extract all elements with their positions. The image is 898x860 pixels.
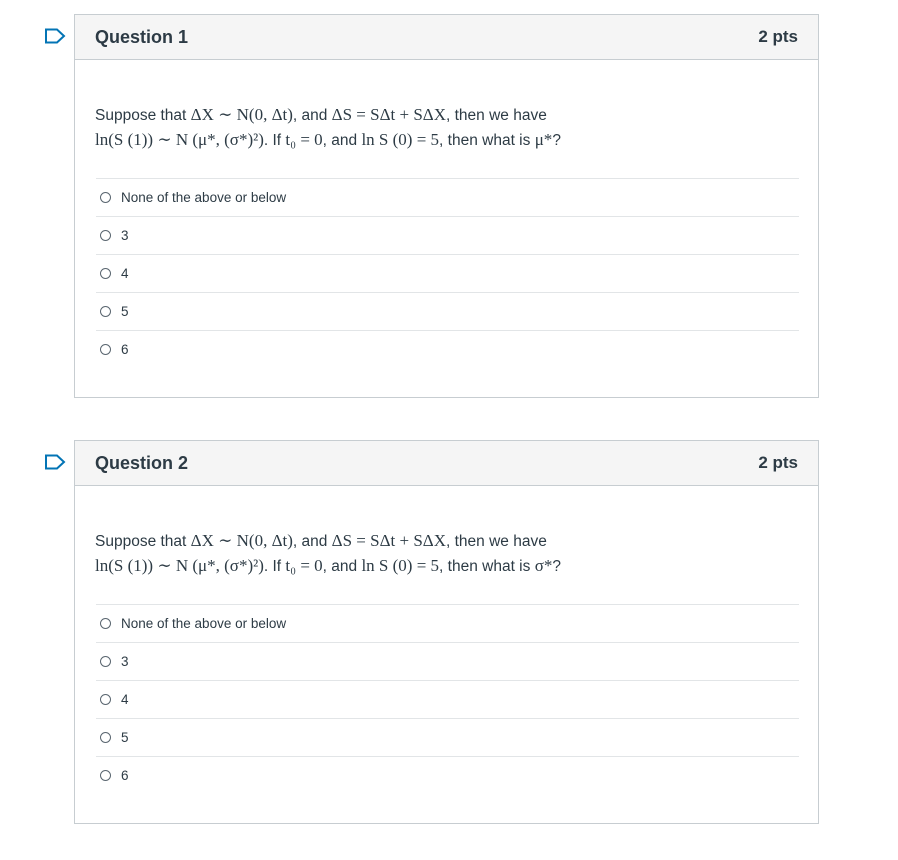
- question-1-header: [75, 15, 818, 60]
- math-expression: t₀ = 0: [285, 130, 323, 149]
- radio-button[interactable]: [100, 732, 111, 743]
- answer-label: 6: [121, 768, 129, 783]
- radio-button[interactable]: [100, 344, 111, 355]
- math-expression: ln S (0) = 5: [361, 130, 440, 149]
- math-expression: ln S (0) = 5: [361, 556, 440, 575]
- answer-option[interactable]: [96, 719, 799, 757]
- math-expression: σ*: [534, 556, 553, 575]
- question-text-line-2: ln(S (1)) ∼ N (μ*, (σ*)²). If t₀ = 0, and ln S (0) = 5, then what is σ*?: [95, 556, 561, 575]
- answer-list: [96, 604, 799, 794]
- answer-label: 4: [121, 266, 129, 281]
- answer-label: 5: [121, 304, 129, 319]
- radio-button[interactable]: [100, 306, 111, 317]
- answer-label: None of the above or below: [121, 190, 287, 205]
- math-expression: ΔX ∼ N(0, Δt): [190, 105, 293, 124]
- answer-option[interactable]: [96, 757, 799, 794]
- math-expression: μ*: [534, 130, 553, 149]
- math-expression: t₀ = 0: [285, 556, 323, 575]
- answer-label: 6: [121, 342, 129, 357]
- radio-button[interactable]: [100, 656, 111, 667]
- math-expression: ΔS = SΔt + SΔX: [331, 531, 447, 550]
- answer-option[interactable]: [96, 293, 799, 331]
- question-text-line-2: ln(S (1)) ∼ N (μ*, (σ*)²). If t₀ = 0, and ln S (0) = 5, then what is μ*?: [95, 130, 561, 149]
- question-title: Question 2: [95, 452, 189, 473]
- flag-question-1-icon[interactable]: [44, 28, 66, 44]
- answer-label: 5: [121, 730, 129, 745]
- answer-option[interactable]: [96, 605, 799, 643]
- question-1: [74, 14, 819, 398]
- question-2-header: [75, 441, 818, 486]
- answer-option[interactable]: [96, 681, 799, 719]
- answer-option[interactable]: [96, 217, 799, 255]
- question-text: [75, 60, 818, 153]
- radio-button[interactable]: [100, 230, 111, 241]
- question-text-line-1: Suppose that ΔX ∼ N(0, Δt), and ΔS = SΔt + SΔX, then we have: [95, 531, 547, 550]
- radio-button[interactable]: [100, 192, 111, 203]
- question-2: [74, 440, 819, 824]
- question-text: [75, 486, 818, 579]
- math-expression: ΔX ∼ N(0, Δt): [190, 531, 293, 550]
- radio-button[interactable]: [100, 770, 111, 781]
- answer-label: 4: [121, 692, 129, 707]
- answer-option[interactable]: [96, 331, 799, 368]
- answer-option[interactable]: [96, 643, 799, 681]
- answer-label: None of the above or below: [121, 616, 287, 631]
- question-points: 2 pts: [758, 453, 798, 472]
- flag-question-2-icon[interactable]: [44, 454, 66, 470]
- radio-button[interactable]: [100, 268, 111, 279]
- math-expression: ln(S (1)) ∼ N (μ*, (σ*)²): [95, 130, 264, 149]
- answer-label: 3: [121, 228, 129, 243]
- answer-option[interactable]: [96, 255, 799, 293]
- radio-button[interactable]: [100, 618, 111, 629]
- question-text-line-1: Suppose that ΔX ∼ N(0, Δt), and ΔS = SΔt + SΔX, then we have: [95, 105, 547, 124]
- math-expression: ΔS = SΔt + SΔX: [331, 105, 447, 124]
- question-title: Question 1: [95, 26, 189, 47]
- answer-list: [96, 178, 799, 368]
- answer-label: 3: [121, 654, 129, 669]
- answer-option[interactable]: [96, 179, 799, 217]
- math-expression: ln(S (1)) ∼ N (μ*, (σ*)²): [95, 556, 264, 575]
- question-points: 2 pts: [758, 27, 798, 46]
- radio-button[interactable]: [100, 694, 111, 705]
